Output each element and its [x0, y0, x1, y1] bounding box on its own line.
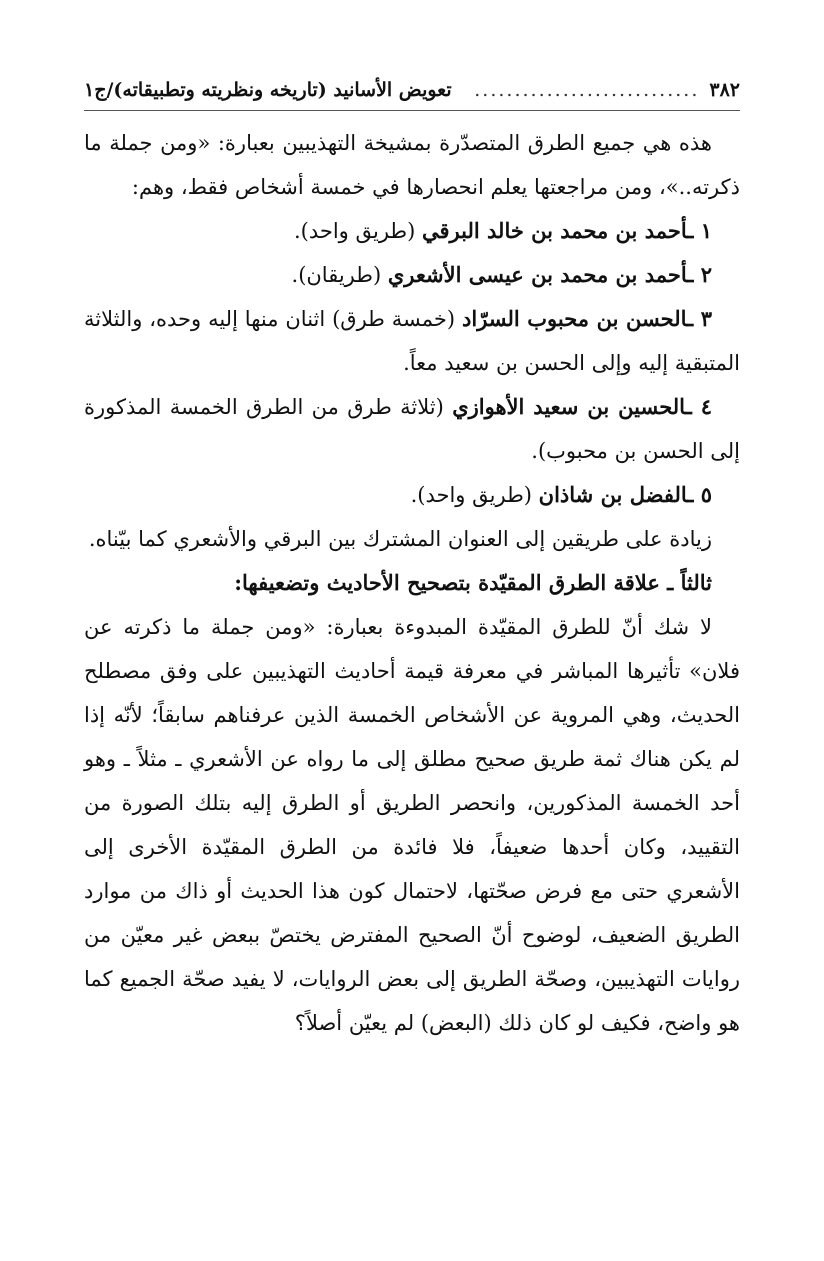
intro-paragraph: هذه هي جميع الطرق المتصدّرة بمشيخة التهذيبين بعبارة: «ومن جملة ما ذكرته..»، ومن مراجعتها يعلم انحصارها في خمسة أشخاص فقط، وهم: — [84, 131, 740, 199]
section-heading: ثالثاً ـ علاقة الطرق المقيّدة بتصحيح الأحاديث وتضعيفها: — [234, 570, 712, 595]
page-number: ٣٨٢ — [709, 79, 740, 101]
page-content — [84, 121, 740, 1045]
list-item-detail: (طريق واحد). — [293, 219, 423, 243]
list-item-detail: (ثلاثة طرق من الطرق الخمسة المذكورة إلى الحسن بن محبوب). — [84, 395, 740, 463]
list-item-number: ٢ ـ — [687, 262, 712, 287]
list-item-number: ١ ـ — [687, 218, 712, 243]
list-item-detail: (خمسة طرق) اثنان منها إليه وحده، والثلاثة المتبقية إليه وإلى الحسن بن سعيد معاً. — [84, 307, 740, 375]
body-paragraph: لا شك أنّ للطرق المقيّدة المبدوءة بعبارة: «ومن جملة ما ذكرته عن فلان» تأثيرها المباشر في معرفة قيمة أحاديث التهذيبين على وفق مصطلح الحديث، وهي المروية عن الأشخاص الخمسة الذين عرفناهم سابقاً؛ لأنّه إذا لم يكن هناك ثمة طريق صحيح مطلق إلى ما رواه عن الأشعري ـ مثلاً ـ وهو أحد الخمسة المذكورين، وانحصر الطريق أو الطرق إليه بتلك الصورة من التقييد، وكان أحدها ضعيفاً، فلا فائدة من الطرق المقيّدة الأخرى إلى الأشعري حتى مع فرض صحّتها، لاحتمال كون هذا الحديث أو ذاك من موارد الطريق الضعيف، لوضوح أنّ الصحيح المفترض يختصّ ببعض غير معيّن من روايات التهذيبين، وصحّة الطريق إلى بعض الروايات، لا يفيد صحّة الجميع كما هو واضح، فكيف لو كان ذلك (البعض) لم يعيّن أصلاً؟ — [84, 615, 740, 1035]
list-item-detail: (طريقان). — [291, 263, 388, 287]
running-header — [84, 70, 740, 111]
book-title: تعويض الأسانيد (تاريخه ونظريته وتطبيقاته)/ج١ — [84, 79, 452, 101]
header-leader-dots: ............................ — [474, 79, 700, 101]
list-item — [84, 473, 740, 517]
list-item — [84, 209, 740, 253]
list-item-name: الحسن بن محبوب السرّاد — [462, 306, 688, 331]
list-item-detail: (طريق واحد). — [410, 483, 539, 507]
list-item-number: ٥ ـ — [687, 482, 712, 507]
list-item — [84, 385, 740, 473]
list-item-name: الفضل بن شاذان — [538, 482, 688, 507]
list-item-name: أحمد بن محمد بن خالد البرقي — [422, 218, 688, 243]
list-item — [84, 253, 740, 297]
list-item-number: ٤ ـ — [685, 394, 713, 419]
list-item — [84, 297, 740, 385]
list-item-name: الحسين بن سعيد الأهوازي — [452, 394, 686, 419]
addition-paragraph: زيادة على طريقين إلى العنوان المشترك بين البرقي والأشعري كما بيّناه. — [88, 527, 712, 551]
list-item-number: ٣ ـ — [687, 306, 713, 331]
list-item-name: أحمد بن محمد بن عيسى الأشعري — [387, 262, 688, 287]
